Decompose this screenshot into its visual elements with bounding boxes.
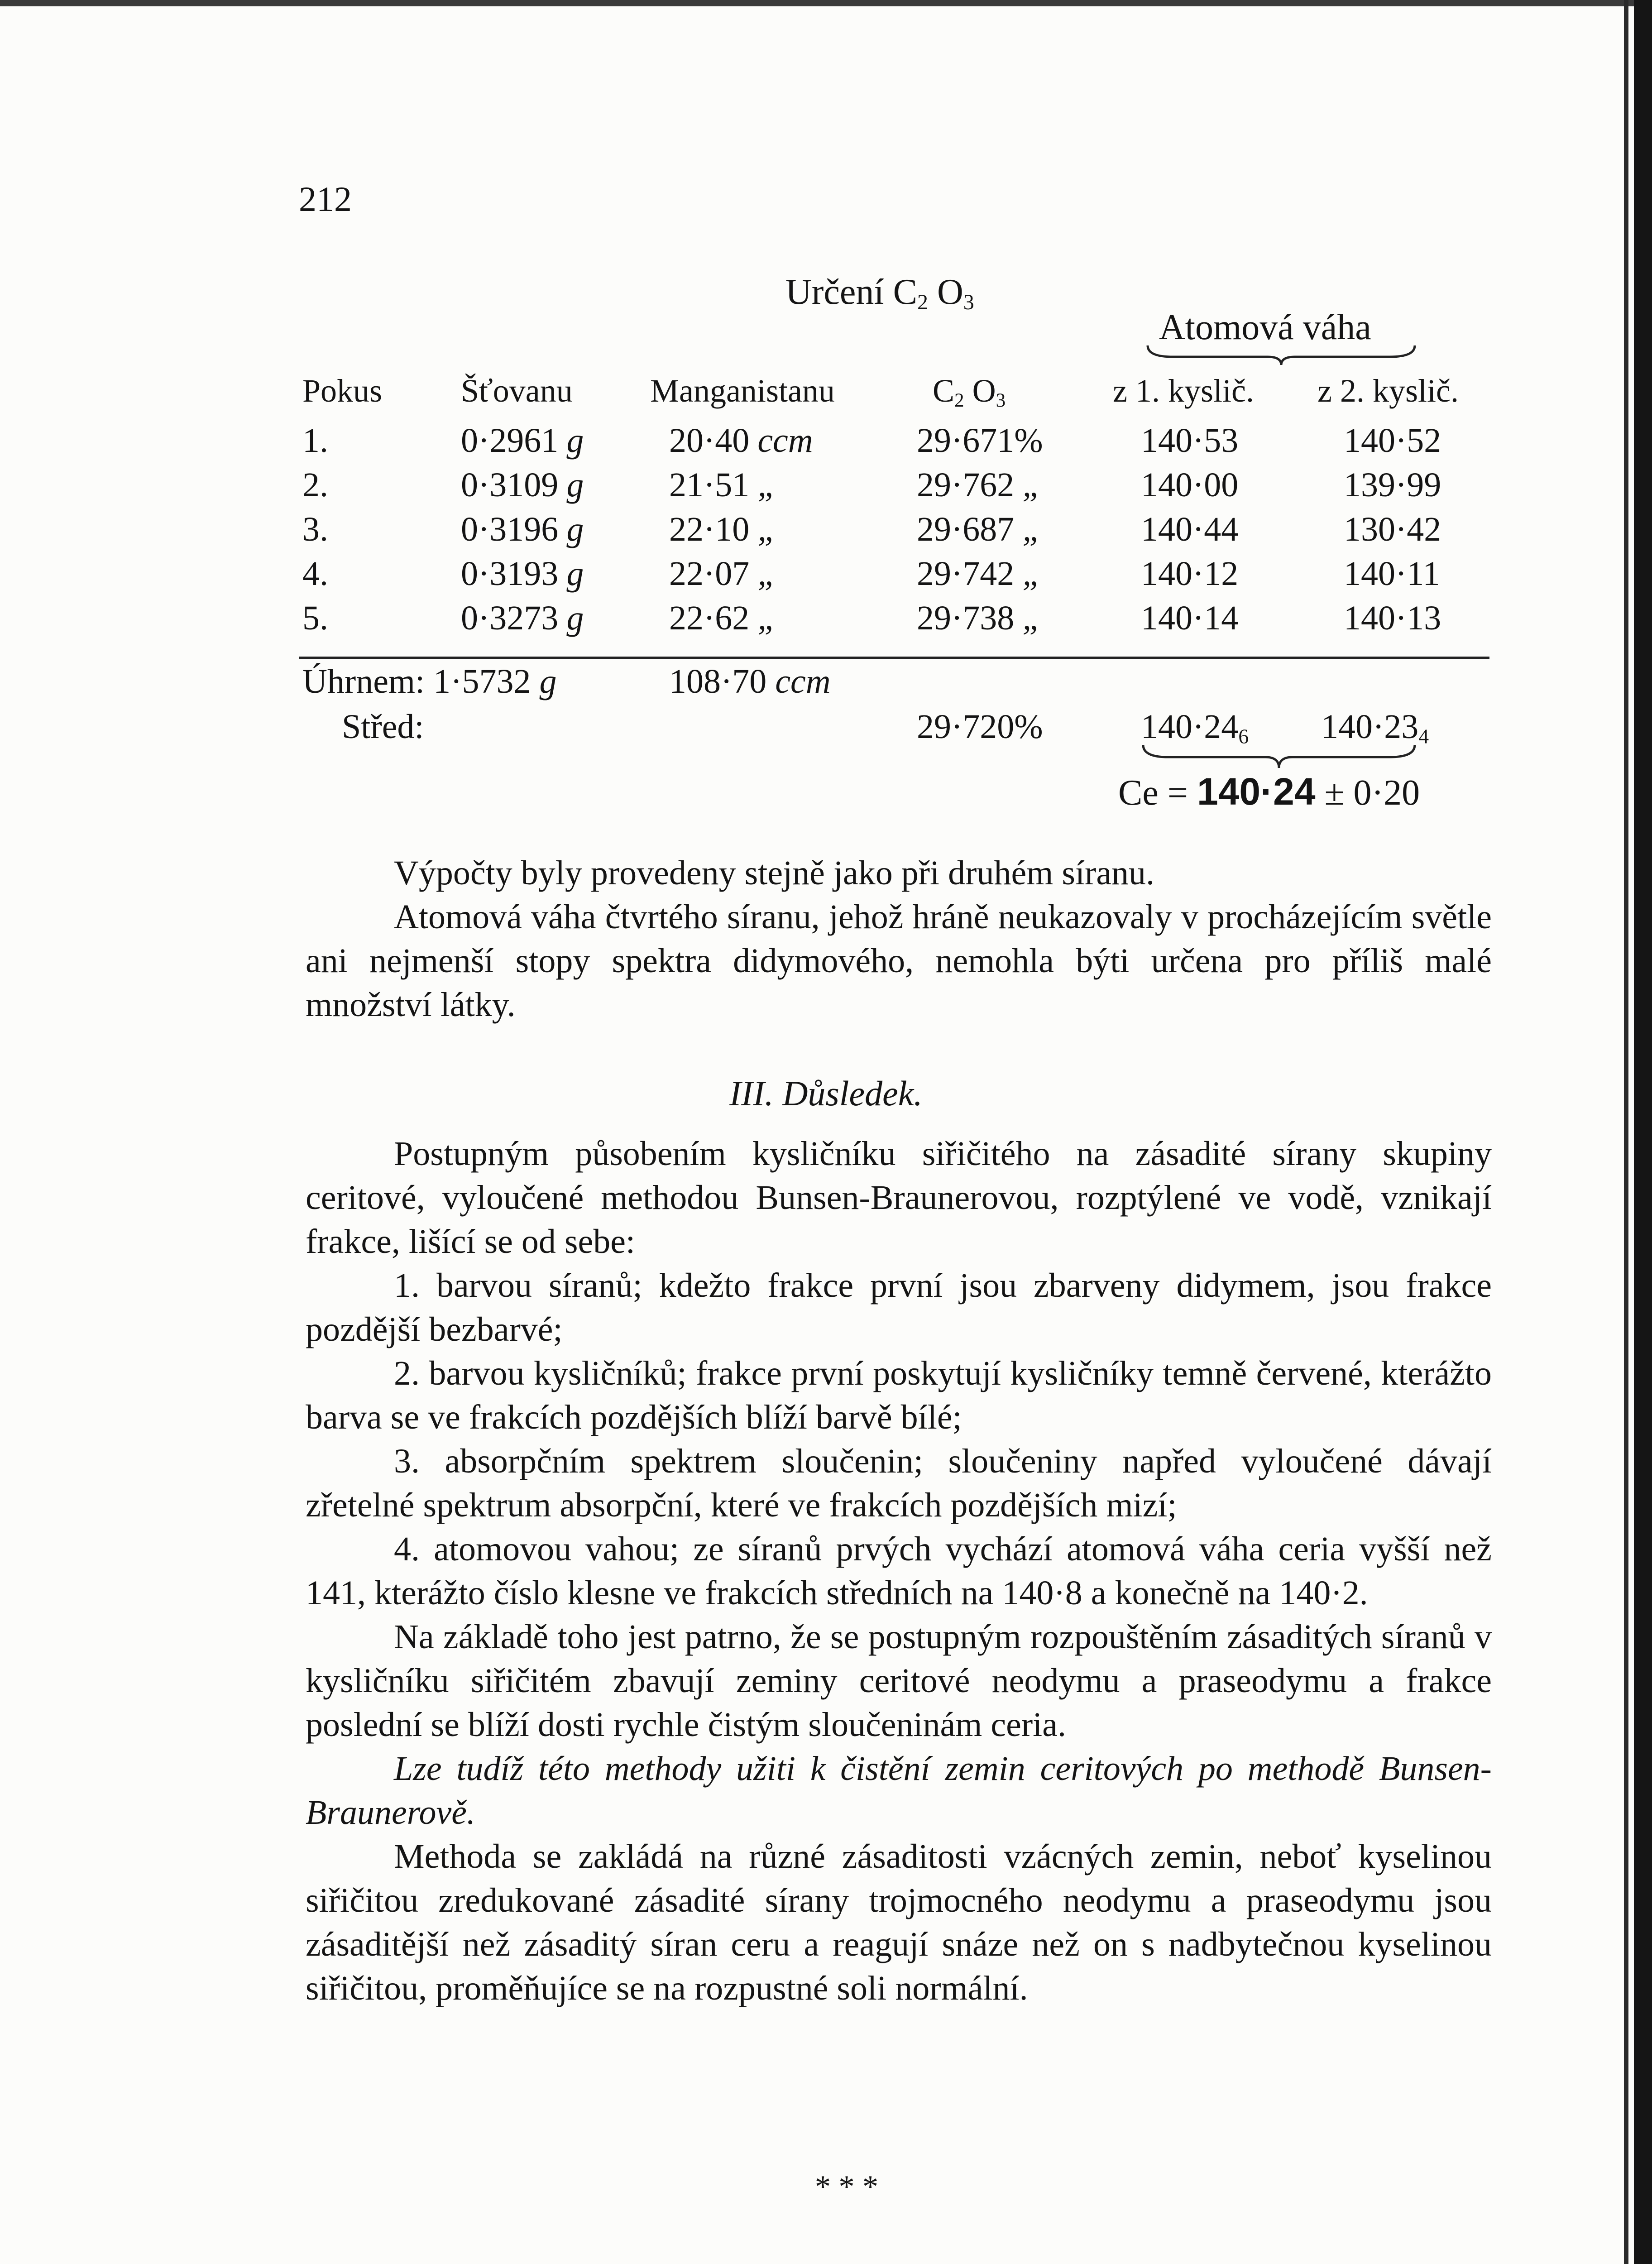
scan-border-right bbox=[1634, 0, 1652, 2264]
sum-label: Úhrnem: bbox=[302, 662, 425, 700]
list-item-3: 3. absorpčním spektrem sloučenin; sloučeniny napřed vyloučené dávají zřetelné spektrum absorpční, které ve frakcích pozdějších mizí; bbox=[306, 1442, 1492, 1524]
atomic-weight-header: Atomová váha bbox=[1159, 307, 1371, 347]
cerium-result: Ce = 140·24 ± 0·20 bbox=[1118, 770, 1420, 813]
table-cell-k2: 140·52 bbox=[1344, 422, 1441, 460]
header-manganistanu: Manganistanu bbox=[650, 373, 835, 409]
list-item-2: 2. barvou kysličníků; frakce první poskytují kysličníky temně červené, kterážto barva se ve frakcích pozdějších blíží barvě bílé; bbox=[306, 1354, 1492, 1436]
table-cell-m: 22·62 „ bbox=[669, 599, 777, 637]
table-cell-c: 29·738 „ bbox=[917, 599, 1042, 637]
mean-c2o3: 29·720% bbox=[917, 708, 1043, 746]
mean-label: Střed: bbox=[342, 708, 424, 746]
header-pokus: Pokus bbox=[302, 373, 383, 409]
table-cell-k2: 139·99 bbox=[1344, 466, 1441, 504]
table-rule bbox=[299, 657, 1489, 659]
header-c2o3: $C_2$ $O_3$ bbox=[933, 373, 1006, 411]
section-stars: * * * bbox=[815, 2169, 878, 2204]
atomic-weight-brace bbox=[1145, 343, 1417, 366]
header-stovanu: Šťovanu bbox=[461, 373, 573, 409]
table-cell-n: 3. bbox=[302, 510, 328, 548]
table-cell-s: 0·3109 g bbox=[461, 466, 584, 504]
table-cell-m: 22·07 „ bbox=[669, 555, 777, 593]
paragraph-vypocty: Výpočty byly provedeny stejně jako při druhém síranu. bbox=[394, 854, 1155, 892]
sum-row bbox=[302, 662, 556, 701]
mean-kyslic-2: $140\cdot 23_4$ bbox=[1321, 708, 1429, 748]
sum-manganistanu: 108·70 ccm bbox=[669, 662, 831, 700]
paragraph-block-2 bbox=[306, 1132, 1492, 2010]
table-cell-m: 20·40 ccm bbox=[669, 422, 813, 460]
paragraph-lze-tudiz: Lze tudíž této methody užiti k čistění zemin ceritových po methodě Bunsen-Braunerově. bbox=[306, 1750, 1492, 1832]
page-number: 212 bbox=[299, 179, 352, 219]
scan-border-inner bbox=[1624, 0, 1628, 2264]
scan-border-top bbox=[0, 0, 1652, 6]
table-cell-c: 29·762 „ bbox=[917, 466, 1042, 504]
paragraph-block-1 bbox=[306, 851, 1492, 1027]
section-heading: III. Důsledek. bbox=[729, 1074, 923, 1113]
table-cell-m: 21·51 „ bbox=[669, 466, 777, 504]
table-cell-k1: 140·14 bbox=[1141, 599, 1239, 637]
header-kyslic-2: z 2. kysl​ič. bbox=[1317, 373, 1459, 409]
table-cell-m: 22·10 „ bbox=[669, 510, 777, 548]
table-title: Určení $C_2$ $O_3$ bbox=[785, 272, 974, 314]
sum-stovanu-unit: g bbox=[539, 662, 557, 700]
paragraph-postupnym: Postupným působením kysličníku siřičitého na zásadité sírany skupiny ceritové, vyloučené methodou Bunsen-Braunerovou, rozptýlené ve vodě, vznikají frakce, lišící se od sebe: bbox=[306, 1135, 1492, 1261]
table-cell-k1: 140·44 bbox=[1141, 510, 1239, 548]
table-cell-s: 0·3196 g bbox=[461, 510, 584, 548]
mean-brace bbox=[1141, 743, 1417, 770]
sum-stovanu: 1·5732 bbox=[433, 662, 531, 700]
table-cell-n: 5. bbox=[302, 599, 328, 637]
table-cell-c: 29·742 „ bbox=[917, 555, 1042, 593]
table-cell-k2: 140·11 bbox=[1344, 555, 1440, 593]
header-kyslic-1: z 1. kysl​ič. bbox=[1113, 373, 1254, 409]
paragraph-na-zaklade: Na základě toho jest patrno, že se postupným rozpouštěním zásaditých síranů v kysličníku siřičitém zbavují zeminy ceritové neodymu a praseodymu a frakce poslední se blíží dosti rychle čistým sloučeninám ceria. bbox=[306, 1618, 1492, 1744]
table-cell-k1: 140·00 bbox=[1141, 466, 1239, 504]
paragraph-atomova-vaha: Atomová váha čtvrtého síranu, jehož hráně neukazovaly v procházejícím světle ani nejmenší stopy spektra didymového, nemohla býti určena pro příliš malé množství látky. bbox=[306, 898, 1492, 1024]
list-item-1: 1. barvou síranů; kdežto frakce první jsou zbarveny didymem, jsou frakce pozdější bezbarvé; bbox=[306, 1266, 1492, 1348]
table-cell-k1: 140·12 bbox=[1141, 555, 1239, 593]
table-cell-n: 2. bbox=[302, 466, 328, 504]
list-item-4: 4. atomovou vahou; ze síranů prvých vychází atomová váha ceria vyšší než 141, kterážto číslo klesne ve frakcích středních na 140·8 a konečně na 140·2. bbox=[306, 1530, 1492, 1612]
table-cell-n: 1. bbox=[302, 422, 328, 460]
table-cell-k1: 140·53 bbox=[1141, 422, 1239, 460]
mean-kyslic-1: $140\cdot 24_6$ bbox=[1141, 708, 1249, 748]
table-cell-k2: 140·13 bbox=[1344, 599, 1441, 637]
table-cell-n: 4. bbox=[302, 555, 328, 593]
table-cell-s: 0·3273 g bbox=[461, 599, 584, 637]
table-cell-c: 29·687 „ bbox=[917, 510, 1042, 548]
paragraph-methoda: Methoda se zakládá na různé zásaditosti vzácných zemin, neboť kyselinou siřičitou zredukované zásadité sírany trojmocného neodymu a praseodymu jsou zásaditější než zásaditý síran ceru a reagují snáze než on s nadbytečnou kyselinou siřičitou, proměňujíce se na rozpustné soli normální. bbox=[306, 1837, 1492, 2007]
table-cell-k2: 130·42 bbox=[1344, 510, 1441, 548]
table-cell-c: 29·671% bbox=[917, 422, 1043, 460]
table-cell-s: 0·3193 g bbox=[461, 555, 584, 593]
table-cell-s: 0·2961 g bbox=[461, 422, 584, 460]
